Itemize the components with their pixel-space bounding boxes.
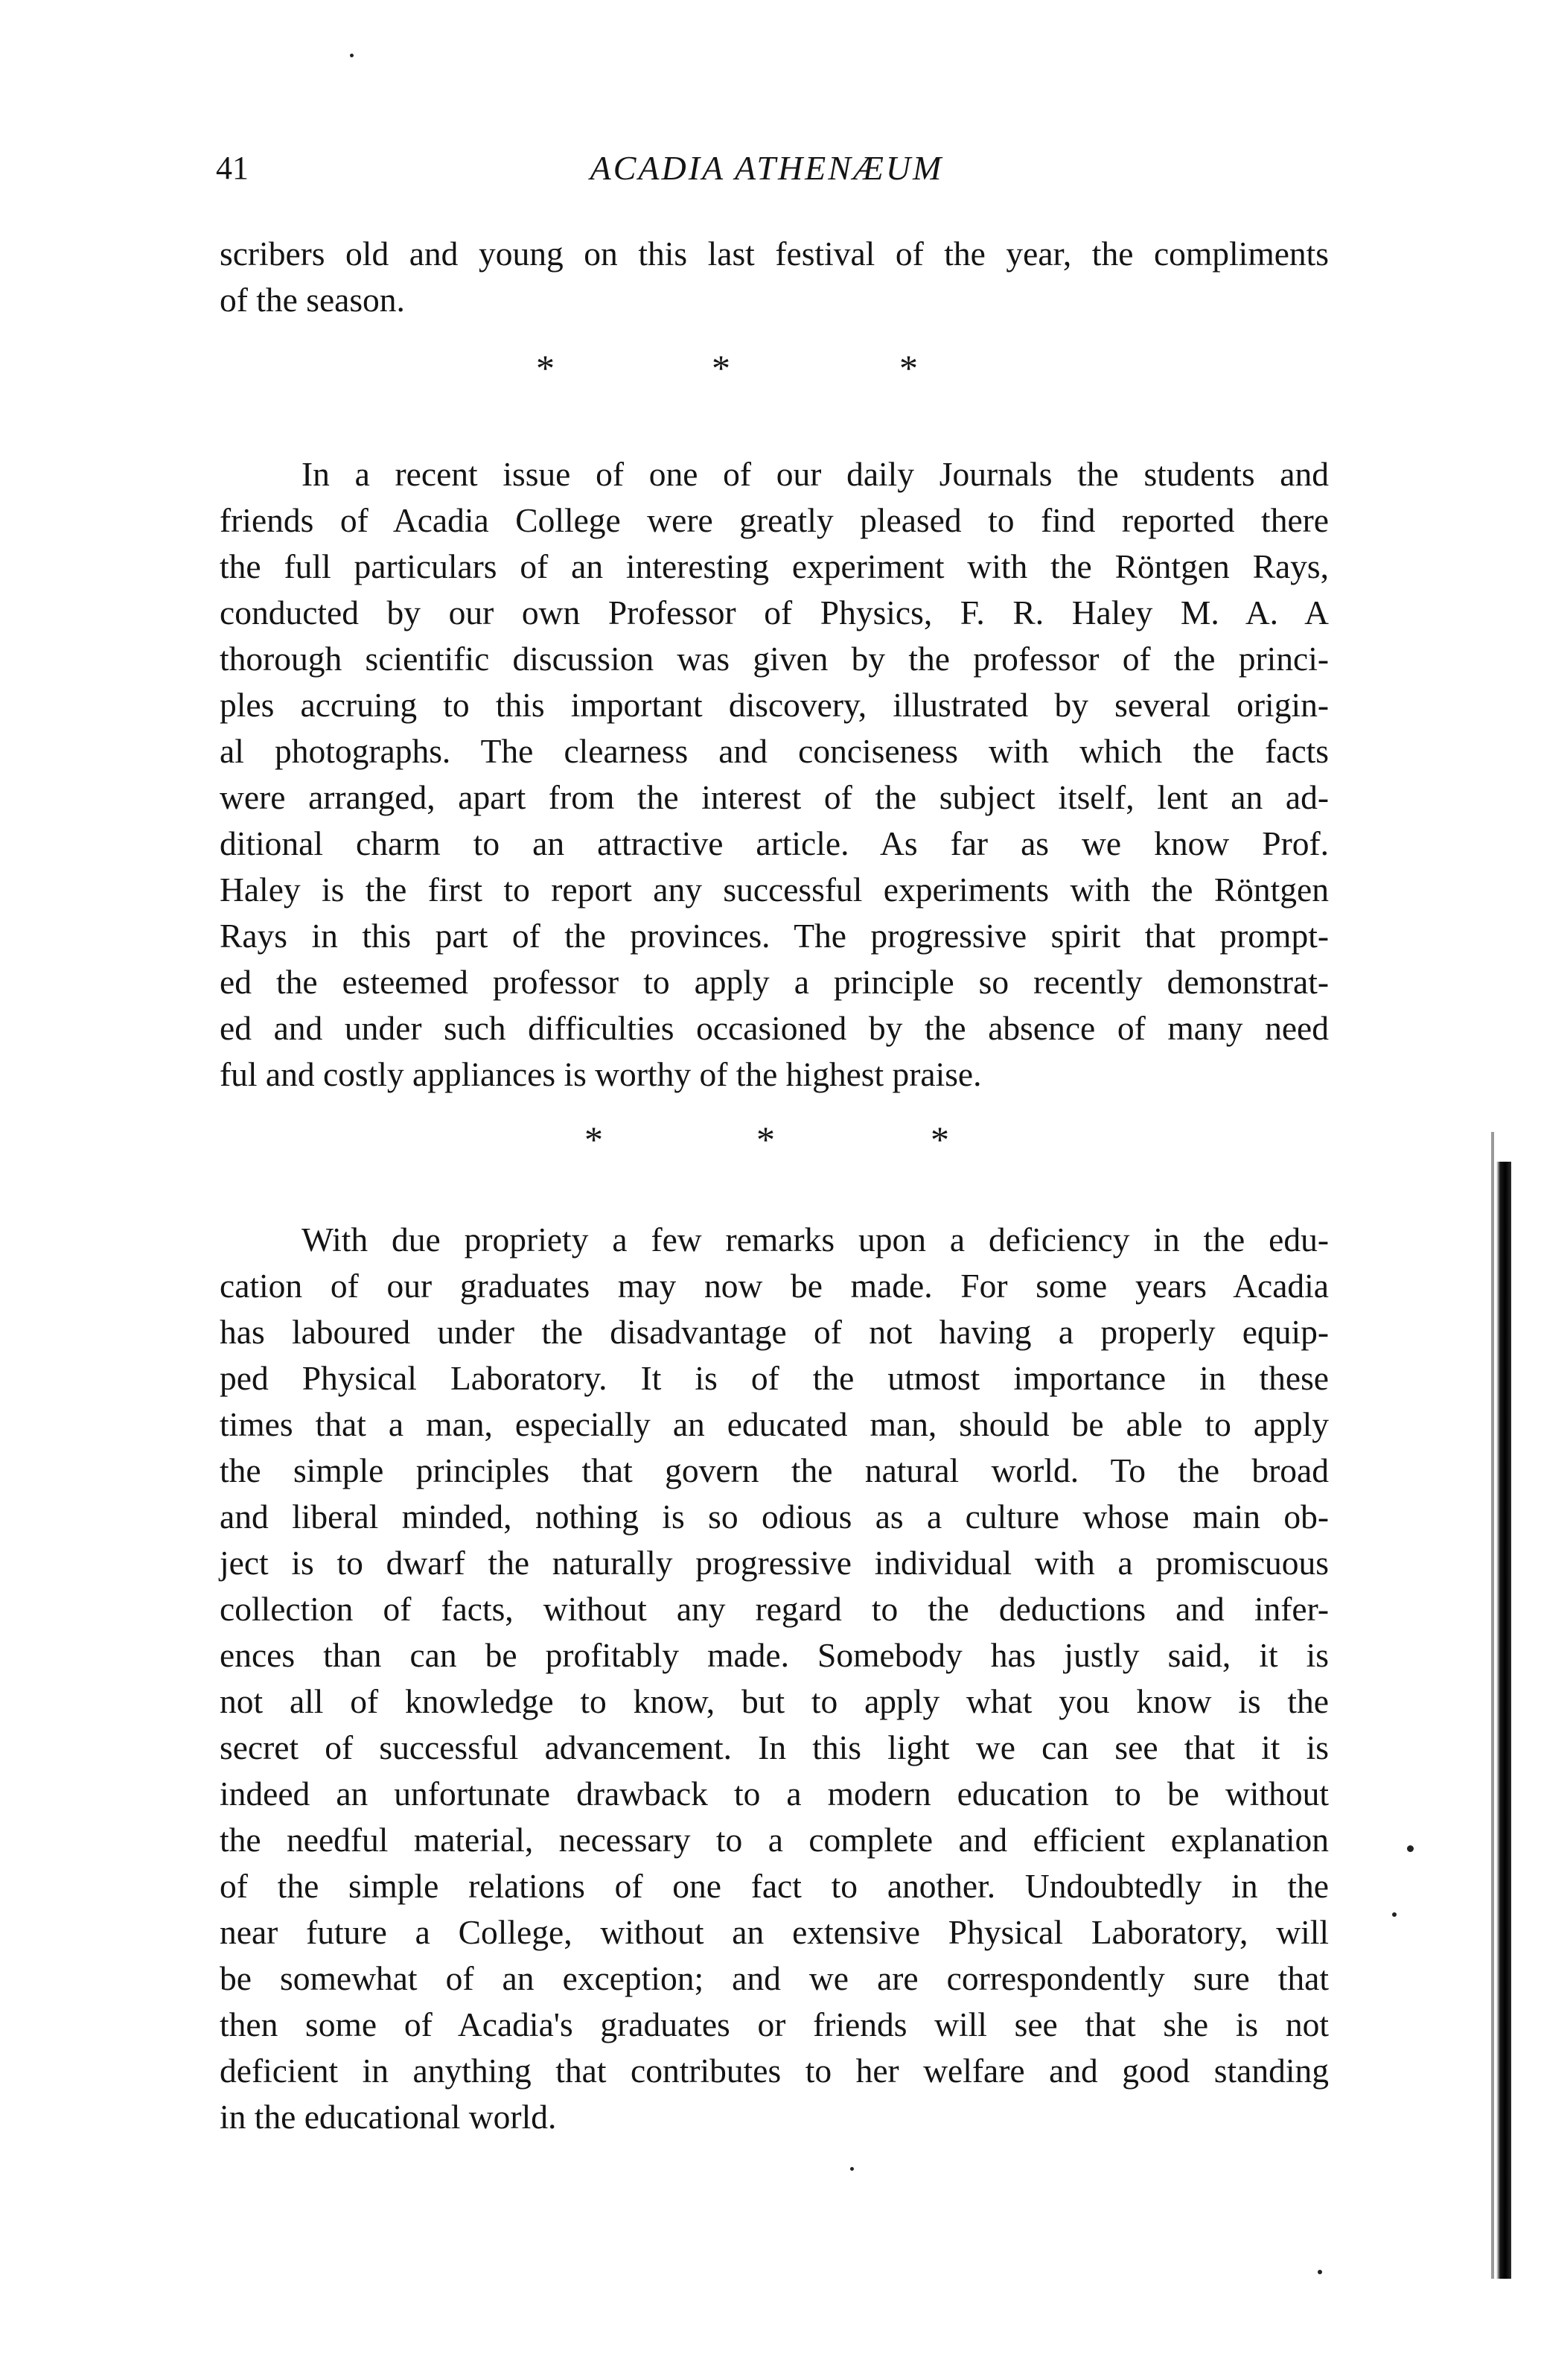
scan-speck: [1407, 1845, 1414, 1852]
scan-speck: [850, 2167, 854, 2171]
section-separator: [536, 346, 953, 390]
text-line: then some of Acadia's graduates or friends will see that she is not: [220, 2005, 1329, 2043]
running-head-title: ACADIA ATHENÆUM: [590, 149, 944, 187]
text-line: the simple principles that govern the natural world. To the broad: [220, 1451, 1329, 1489]
text-line: deficient in anything that contributes to her welfare and good standing: [220, 2052, 1329, 2090]
paragraph-rontgen-rays: [220, 451, 1329, 1098]
binding-edge: [1496, 1162, 1511, 2279]
text-line: ples accruing to this important discovery, illustrated by several origin-: [220, 686, 1329, 724]
text-line: and liberal minded, nothing is so odious as a culture whose main ob-: [220, 1498, 1329, 1536]
text-line: times that a man, especially an educated man, should be able to apply: [220, 1405, 1329, 1443]
text-line: ed the esteemed professor to apply a principle so recently demonstrat-: [220, 963, 1329, 1001]
text-line: With due propriety a few remarks upon a deficiency in the edu-: [302, 1221, 1329, 1259]
text-line: of the simple relations of one fact to another. Undoubtedly in the: [220, 1867, 1329, 1905]
text-line: scribers old and young on this last festival of the year, the compliments: [220, 235, 1329, 273]
scan-speck: [1392, 1912, 1397, 1917]
text-line: not all of knowledge to know, but to apply what you know is the: [220, 1682, 1329, 1720]
separator-star: *: [584, 1119, 603, 1160]
separator-star: *: [931, 1119, 949, 1160]
text-line: secret of successful advancement. In this light we can see that it is: [220, 1728, 1329, 1766]
text-line: Haley is the first to report any successful experiments with the Röntgen: [220, 871, 1329, 909]
text-line: In a recent issue of one of our daily Journals the students and: [302, 455, 1329, 493]
text-line: thorough scientific discussion was given by the professor of the princi-: [220, 640, 1329, 678]
text-line: Rays in this part of the provinces. The progressive spirit that prompt-: [220, 917, 1329, 955]
separator-star: *: [712, 347, 730, 389]
text-line: cation of our graduates may now be made. For some years Acadia: [220, 1267, 1329, 1305]
separator-star: *: [536, 347, 555, 389]
text-line: ences than can be profitably made. Somebody has justly said, it is: [220, 1636, 1329, 1674]
page-header: [216, 146, 1318, 191]
text-line: indeed an unfortunate drawback to a modern education to be without: [220, 1775, 1329, 1813]
text-line: al photographs. The clearness and conciseness with which the facts: [220, 732, 1329, 770]
text-line: near future a College, without an extensive Physical Laboratory, will: [220, 1913, 1329, 1951]
text-line: ful and costly appliances is worthy of the highest praise.: [220, 1055, 982, 1093]
text-line: in the educational world.: [220, 2098, 557, 2136]
paragraph-physical-laboratory: [220, 1217, 1329, 2140]
text-line: has laboured under the disadvantage of not having a properly equip-: [220, 1313, 1329, 1351]
text-line: conducted by our own Professor of Physics, F. R. Haley M. A. A: [220, 594, 1329, 631]
text-line: were arranged, apart from the interest of the subject itself, lent an ad-: [220, 778, 1329, 816]
binding-edge-shadow: [1491, 1132, 1494, 2279]
text-line: collection of facts, without any regard to the deductions and infer-: [220, 1590, 1329, 1628]
text-line: the needful material, necessary to a complete and efficient explanation: [220, 1821, 1329, 1859]
separator-star: *: [899, 347, 918, 389]
section-separator: [536, 1117, 953, 1162]
separator-star: *: [756, 1119, 775, 1160]
text-line: ject is to dwarf the naturally progressive individual with a promiscuous: [220, 1544, 1329, 1582]
text-line: be somewhat of an exception; and we are correspondently sure that: [220, 1959, 1329, 1997]
text-line: of the season.: [220, 281, 405, 319]
text-line: ped Physical Laboratory. It is of the utmost importance in these: [220, 1359, 1329, 1397]
text-line: ditional charm to an attractive article. As far as we know Prof.: [220, 824, 1329, 862]
paragraph-intro: [220, 231, 1329, 323]
text-line: ed and under such difficulties occasioned by the absence of many need: [220, 1009, 1329, 1047]
text-line: the full particulars of an interesting experiment with the Röntgen Rays,: [220, 547, 1329, 585]
text-line: friends of Acadia College were greatly pleased to find reported there: [220, 501, 1329, 539]
page-number: 41: [216, 150, 249, 186]
scan-speck: [1318, 2270, 1322, 2274]
scan-speck: [350, 54, 354, 57]
